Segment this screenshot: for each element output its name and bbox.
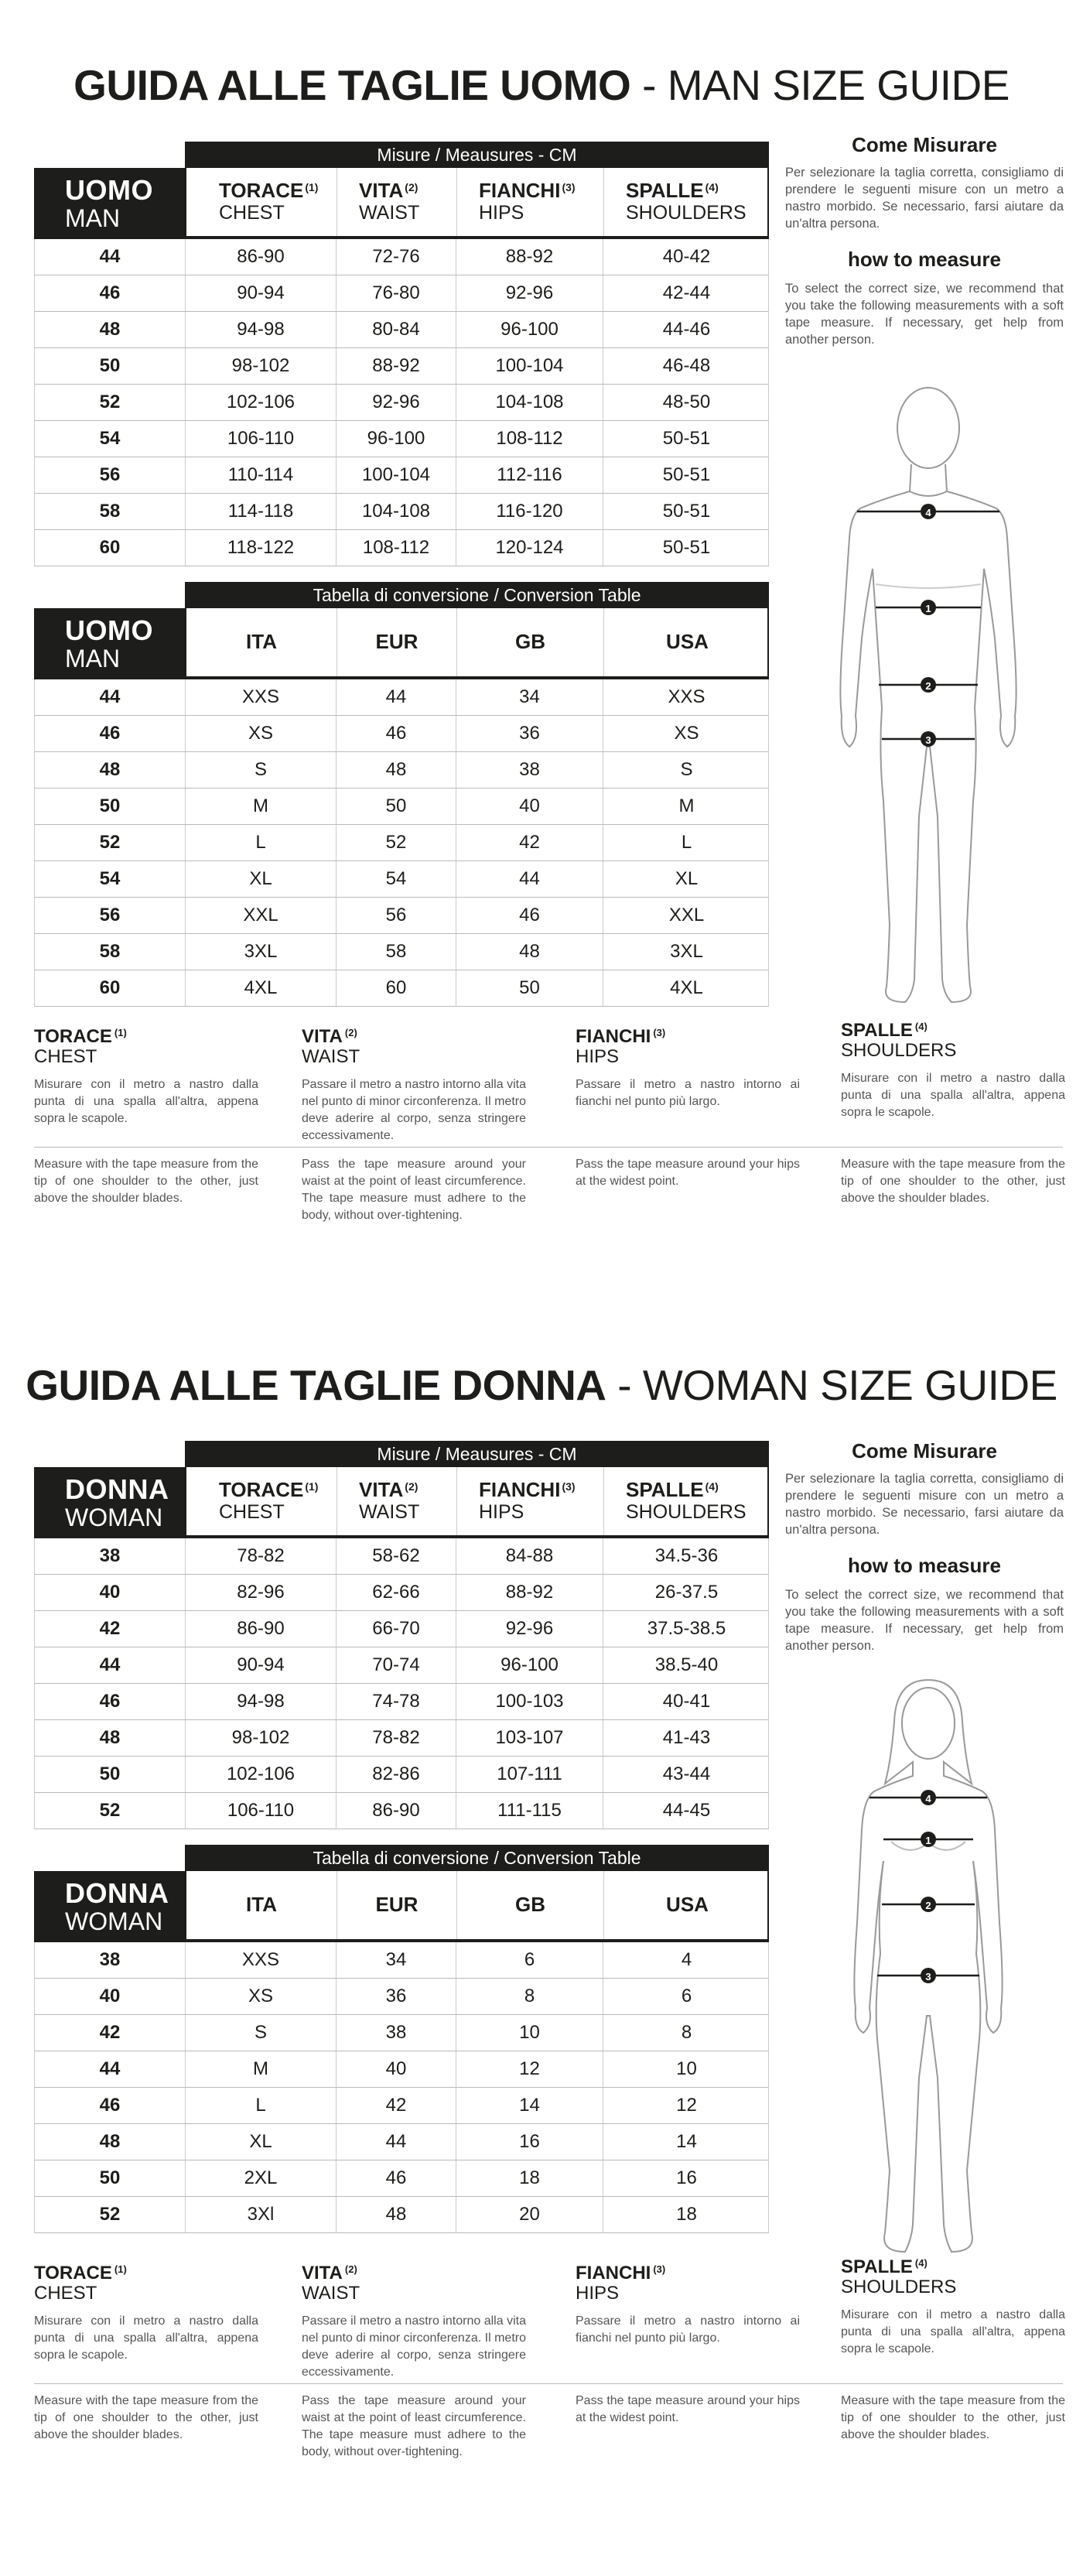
table-cell: 50-51 [662, 537, 711, 558]
notes-divider [34, 2383, 1063, 2384]
table-cell: 38 [35, 1538, 186, 1574]
table-cell: M [186, 789, 337, 824]
table-row [34, 1647, 769, 1684]
table-band: Tabella di conversione / Conversion Table [185, 582, 769, 608]
table-cell: 48-50 [662, 392, 711, 412]
table-cell: 48 [35, 2124, 186, 2160]
table-cell: M [678, 795, 695, 816]
table-cell: 44 [35, 679, 186, 715]
table-cell: XXL [186, 898, 337, 933]
table-row [34, 752, 769, 789]
how-to-measure-heading-it: Come Misurare [852, 133, 997, 156]
table-row [34, 1684, 769, 1720]
table-cell: 42 [337, 2088, 456, 2123]
table-cell: 98-102 [186, 348, 337, 384]
note-waist: VITA $^{(2)}$ WAIST Passare il metro a nastro intorno alla vita nel punto di minor circonferenza. Il metro deve aderire al corpo, senza stringere eccessivamente. Pass the tape measure around your waist at the point of least circumference. The tape measure must adhere to the body, without over-tightening. [302, 1023, 526, 1144]
table-cell: 108-112 [456, 421, 603, 457]
note-text-it: Misurare con il metro a nastro dalla punta di una spalla all'altra, appena sopra le scapole. [34, 1078, 258, 1125]
table-row [34, 861, 769, 898]
table-cell: 72-76 [337, 239, 456, 275]
table-row [34, 1793, 769, 1829]
column-header: EUR [337, 608, 457, 676]
table-cell: 90-94 [186, 275, 337, 311]
table-cell: 46 [337, 2160, 456, 2196]
table-cell: 90-94 [186, 1647, 337, 1683]
table-cell: 40 [337, 2051, 456, 2087]
column-header: TORACE $^{(1)}$ CHEST [186, 168, 337, 236]
table-row [34, 2124, 769, 2160]
table-cell: 44-46 [662, 319, 711, 340]
table-row [34, 530, 769, 566]
column-header: GB [457, 608, 604, 676]
table-row [34, 1611, 769, 1647]
column-header: USA [666, 1893, 709, 1916]
column-header: GB [457, 1871, 604, 1939]
table-row [34, 275, 769, 312]
table-cell: 46 [35, 2088, 186, 2123]
table-cell: 16 [676, 2167, 697, 2188]
table-cell: 8 [456, 1979, 603, 2014]
table-body [34, 1538, 769, 1829]
marker-1: 1 [925, 1835, 931, 1846]
table-cell: 40 [456, 789, 603, 824]
table-cell: 44 [35, 2051, 186, 2087]
how-to-measure-heading-it: Come Misurare [852, 1439, 997, 1462]
table-cell: 52 [35, 1793, 186, 1829]
table-band: Misure / Meausures - CM [185, 142, 769, 168]
table-row [34, 2088, 769, 2124]
table-cell: XL [675, 868, 699, 889]
title-thin: - WOMAN SIZE GUIDE [606, 1361, 1057, 1409]
table-cell: 86-90 [186, 1611, 337, 1647]
male-body-figure [835, 383, 1021, 1010]
table-cell: 58 [35, 934, 186, 970]
note-hips: FIANCHI $^{(3)}$ HIPS Passare il metro a nastro intorno ai fianchi nel punto più largo. Pass the tape measure around your hips at the widest point. [576, 1023, 800, 1110]
table-row [34, 457, 769, 494]
column-header: VITA $^{(2)}$ WAIST [337, 168, 457, 236]
table-cell: 34 [456, 679, 603, 715]
table-cell: 42 [35, 1611, 186, 1647]
table-band: Tabella di conversione / Conversion Table [185, 1845, 769, 1871]
table-cell: 42 [35, 2015, 186, 2051]
table-cell: 4XL [186, 970, 337, 1006]
table-row [34, 1720, 769, 1757]
note-shoulders: SPALLE $^{(4)}$ SHOULDERS Misurare con il metro a nastro dalla punta di una spalla all'altra, appena sopra le scapole. Measure with the tape measure from the tip of one shoulder to the other, just above the shoulder blades. [841, 1017, 1065, 1121]
title-bold: GUIDA ALLE TAGLIE DONNA [26, 1361, 606, 1409]
table-cell: 112-116 [456, 457, 603, 493]
notes-divider [34, 1147, 1063, 1148]
table-cell: 38 [456, 752, 603, 788]
table-header [185, 168, 769, 238]
table-cell: 46 [35, 716, 186, 751]
table-body [34, 239, 769, 566]
table-row [34, 716, 769, 752]
table-cell: 10 [456, 2015, 603, 2051]
table-cell: 96-100 [337, 421, 456, 457]
how-to-measure-text-en: To select the correct size, we recommend that you take the following measurements with a soft tape measure. If necessary, get help from another person. [785, 282, 1064, 347]
marker-4: 4 [925, 1793, 931, 1805]
table-cell: 56 [337, 898, 456, 933]
table-cell: S [186, 752, 337, 788]
table-cell: 46 [35, 275, 186, 311]
column-header: USA [666, 630, 709, 653]
table-row [34, 789, 769, 825]
table-cell: M [186, 2051, 337, 2087]
table-cell: XXL [668, 905, 705, 925]
note-text-en: Pass the tape measure around your waist at the point of least circumference. The tape measure must adhere to the body, without over-tightening. [302, 2394, 526, 2458]
marker-2: 2 [925, 1900, 931, 1911]
table-row [34, 385, 769, 421]
table-cell: 48 [35, 1720, 186, 1756]
table-cell: 34.5-36 [654, 1545, 719, 1566]
table-cell: 2XL [186, 2160, 337, 2196]
table-cell: S [186, 2015, 337, 2051]
table-cell: 52 [337, 825, 456, 860]
table-cell: 116-120 [456, 494, 603, 529]
page-title [0, 58, 1083, 112]
table-cell: 82-96 [186, 1575, 337, 1610]
table-cell: 54 [35, 861, 186, 897]
table-row [34, 312, 769, 348]
table-cell: 70-74 [337, 1647, 456, 1683]
table-cell: 86-90 [337, 1793, 456, 1829]
table-cell: 100-104 [456, 348, 603, 384]
table-cell: 14 [456, 2088, 603, 2123]
table-cell: 78-82 [186, 1538, 337, 1574]
table-body [34, 679, 769, 1007]
table-cell: 104-108 [456, 385, 603, 420]
table-row [34, 2051, 769, 2088]
table-row [34, 1942, 769, 1979]
table-row [34, 1575, 769, 1611]
table-cell: 103-107 [456, 1720, 603, 1756]
table-row [34, 494, 769, 530]
table-cell: 41-43 [662, 1727, 711, 1748]
table-cell: 44 [35, 239, 186, 275]
note-text-it: Passare il metro a nastro intorno ai fianchi nel punto più largo. [576, 1078, 800, 1108]
table-cell: 6 [681, 1986, 692, 2006]
note-chest: TORACE $^{(1)}$ CHEST Misurare con il metro a nastro dalla punta di una spalla all'altra, appena sopra le scapole. Measure with the tape measure from the tip of one shoulder to the other, just above the shoulder blades. [34, 1023, 258, 1127]
table-cell: 118-122 [186, 530, 337, 566]
table-cell: 84-88 [456, 1538, 603, 1574]
table-cell: XL [186, 2124, 337, 2160]
table-cell: 110-114 [186, 457, 337, 493]
column-header: ITA [186, 1871, 337, 1939]
table-cell: 38.5-40 [654, 1654, 719, 1675]
note-text-it: Passare il metro a nastro intorno alla vita nel punto di minor circonferenza. Il metro deve aderire al corpo, senza stringere eccessivamente. [302, 2314, 526, 2379]
table-cell: 50 [456, 970, 603, 1006]
table-cell: 42 [456, 825, 603, 860]
table-cell: 40 [35, 1575, 186, 1610]
table-cell: 58-62 [337, 1538, 456, 1574]
table-cell: 88-92 [456, 239, 603, 275]
table-cell: 100-103 [456, 1684, 603, 1719]
table-brand: DONNA WOMAN [34, 1871, 185, 1941]
table-cell: 104-108 [337, 494, 456, 529]
table-brand: UOMO MAN [34, 168, 185, 238]
table-cell: 102-106 [186, 1757, 337, 1792]
table-cell: 50-51 [662, 501, 711, 522]
marker-2: 2 [925, 680, 931, 692]
table-cell: 3XL [670, 941, 703, 962]
table-cell: 12 [676, 2095, 697, 2116]
note-text-en: Pass the tape measure around your hips at the widest point. [576, 2394, 800, 2424]
table-cell: 8 [681, 2022, 692, 2043]
table-cell: 48 [337, 752, 456, 788]
table-cell: 107-111 [456, 1757, 603, 1792]
note-text-it: Passare il metro a nastro intorno ai fianchi nel punto più largo. [576, 2314, 800, 2345]
table-cell: XS [186, 716, 337, 751]
female-body-figure [835, 1675, 1021, 2263]
table-cell: 34 [337, 1942, 456, 1978]
how-to-measure-text-it: Per selezionare la taglia corretta, consigliamo di prendere le seguenti misure con un metro a nastro morbido. Se necessario, farsi aiutare da un'altra persona. [785, 1472, 1064, 1537]
table-cell: 120-124 [456, 530, 603, 566]
table-cell: 4 [681, 1949, 692, 1970]
table-cell: 60 [35, 970, 186, 1006]
table-cell: 40-42 [662, 246, 711, 267]
table-cell: 52 [35, 2197, 186, 2232]
note-text-it: Misurare con il metro a nastro dalla punta di una spalla all'altra, appena sopra le scapole. [841, 1072, 1065, 1119]
table-cell: 48 [35, 312, 186, 347]
table-cell: 86-90 [186, 239, 337, 275]
table-cell: 56 [35, 457, 186, 493]
marker-3: 3 [925, 734, 931, 746]
note-text-en: Measure with the tape measure from the tip of one shoulder to the other, just above the shoulder blades. [34, 2394, 258, 2441]
how-to-measure-panel [785, 1438, 1064, 1654]
note-chest: TORACE $^{(1)}$ CHEST Misurare con il metro a nastro dalla punta di una spalla all'altra, appena sopra le scapole. Measure with the tape measure from the tip of one shoulder to the other, just above the shoulder blades. [34, 2260, 258, 2364]
table-cell: S [680, 759, 693, 780]
note-shoulders: SPALLE $^{(4)}$ SHOULDERS Misurare con il metro a nastro dalla punta di una spalla all'altra, appena sopra le scapole. Measure with the tape measure from the tip of one shoulder to the other, just above the shoulder blades. [841, 2253, 1065, 2358]
table-cell: 50 [35, 1757, 186, 1792]
table-cell: 74-78 [337, 1684, 456, 1719]
table-row [34, 679, 769, 716]
note-text-en: Pass the tape measure around your hips at the widest point. [576, 1158, 800, 1188]
table-cell: 106-110 [186, 1793, 337, 1829]
table-cell: 52 [35, 825, 186, 860]
note-text-it: Misurare con il metro a nastro dalla punta di una spalla all'altra, appena sopra le scapole. [841, 2308, 1065, 2355]
table-cell: 48 [456, 934, 603, 970]
table-cell: 100-104 [337, 457, 456, 493]
note-text-it: Misurare con il metro a nastro dalla punta di una spalla all'altra, appena sopra le scapole. [34, 2314, 258, 2362]
table-cell: 52 [35, 385, 186, 420]
measure-markers [921, 1790, 936, 1983]
how-to-measure-panel [785, 132, 1064, 348]
table-cell: 98-102 [186, 1720, 337, 1756]
table-cell: 26-37.5 [654, 1582, 719, 1603]
table-row [34, 348, 769, 385]
table-row [34, 1979, 769, 2015]
table-cell: 48 [35, 752, 186, 788]
table-cell: 44 [35, 1647, 186, 1683]
table-cell: 58 [337, 934, 456, 970]
table-header [185, 608, 769, 678]
table-header [185, 1467, 769, 1537]
table-cell: 43-44 [662, 1764, 711, 1784]
table-row [34, 239, 769, 275]
table-cell: 3XL [186, 934, 337, 970]
how-to-measure-heading-en: how to measure [848, 1554, 1001, 1577]
table-cell: 92-96 [337, 385, 456, 420]
note-hips: FIANCHI $^{(3)}$ HIPS Passare il metro a nastro intorno ai fianchi nel punto più largo. Pass the tape measure around your hips at the widest point. [576, 2260, 800, 2347]
column-header: FIANCHI $^{(3)}$ HIPS [457, 1467, 604, 1535]
table-cell: 20 [456, 2197, 603, 2232]
table-cell: XXS [668, 686, 705, 707]
marker-1: 1 [925, 603, 931, 614]
table-cell: 60 [337, 970, 456, 1006]
marker-4: 4 [925, 507, 931, 518]
column-header: ITA [186, 608, 337, 676]
table-row [34, 934, 769, 970]
table-cell: 38 [35, 1942, 186, 1978]
table-cell: 50-51 [662, 428, 711, 449]
table-cell: 50-51 [662, 464, 711, 485]
table-cell: 78-82 [337, 1720, 456, 1756]
column-header: FIANCHI $^{(3)}$ HIPS [457, 168, 604, 236]
table-cell: 46 [35, 1684, 186, 1719]
table-cell: 62-66 [337, 1575, 456, 1610]
table-cell: L [186, 825, 337, 860]
table-cell: 36 [337, 1979, 456, 2014]
table-cell: 88-92 [337, 348, 456, 384]
table-cell: 46-48 [662, 355, 711, 376]
table-cell: 92-96 [456, 275, 603, 311]
table-row [34, 2160, 769, 2197]
table-cell: 76-80 [337, 275, 456, 311]
note-text-en: Measure with the tape measure from the tip of one shoulder to the other, just above the shoulder blades. [841, 2394, 1065, 2441]
table-cell: 4XL [670, 977, 703, 998]
table-band: Misure / Meausures - CM [185, 1441, 769, 1467]
table-brand: UOMO MAN [34, 608, 185, 678]
table-row [34, 2197, 769, 2233]
table-cell: 58 [35, 494, 186, 529]
table-cell: 54 [35, 421, 186, 457]
column-header: VITA $^{(2)}$ WAIST [337, 1467, 457, 1535]
table-cell: 10 [676, 2058, 697, 2079]
table-cell: XL [186, 861, 337, 897]
table-cell: 54 [337, 861, 456, 897]
note-text-en: Measure with the tape measure from the tip of one shoulder to the other, just above the shoulder blades. [841, 1158, 1065, 1205]
table-header [185, 1871, 769, 1941]
how-to-measure-text-it: Per selezionare la taglia corretta, consigliamo di prendere le seguenti misure con un metro a nastro morbido. Se necessario, farsi aiutare da un'altra persona. [785, 166, 1064, 231]
table-row [34, 2015, 769, 2051]
title-thin: - MAN SIZE GUIDE [630, 61, 1010, 109]
table-cell: XXS [186, 1942, 337, 1978]
table-cell: 42-44 [662, 282, 711, 303]
table-cell: 50 [337, 789, 456, 824]
table-cell: 82-86 [337, 1757, 456, 1792]
table-cell: 37.5-38.5 [647, 1618, 726, 1639]
table-body [34, 1942, 769, 2233]
table-cell: XXS [186, 679, 337, 715]
table-row [34, 898, 769, 934]
table-cell: XS [186, 1979, 337, 2014]
table-cell: 38 [337, 2015, 456, 2051]
table-cell: 14 [676, 2131, 697, 2152]
table-cell: 16 [456, 2124, 603, 2160]
column-header: EUR [337, 1871, 457, 1939]
table-row [34, 1757, 769, 1793]
table-cell: 40 [35, 1979, 186, 2014]
table-cell: 102-106 [186, 385, 337, 420]
table-cell: 66-70 [337, 1611, 456, 1647]
note-waist: VITA $^{(2)}$ WAIST Passare il metro a nastro intorno alla vita nel punto di minor circonferenza. Il metro deve aderire al corpo, senza stringere eccessivamente. Pass the tape measure around your waist at the point of least circumference. The tape measure must adhere to the body, without over-tightening. [302, 2260, 526, 2381]
measure-markers [921, 504, 936, 747]
table-brand: DONNA WOMAN [34, 1467, 185, 1537]
table-cell: 36 [456, 716, 603, 751]
table-cell: 46 [337, 716, 456, 751]
how-to-measure-text-en: To select the correct size, we recommend that you take the following measurements with a soft tape measure. If necessary, get help from another person. [785, 1588, 1064, 1653]
table-cell: 6 [456, 1942, 603, 1978]
table-cell: 108-112 [337, 530, 456, 566]
note-text-en: Measure with the tape measure from the tip of one shoulder to the other, just above the shoulder blades. [34, 1158, 258, 1205]
table-cell: 56 [35, 898, 186, 933]
table-cell: 96-100 [456, 1647, 603, 1683]
table-cell: 40-41 [662, 1691, 711, 1712]
table-row [34, 825, 769, 861]
table-cell: 18 [456, 2160, 603, 2196]
table-cell: L [186, 2088, 337, 2123]
note-text-it: Passare il metro a nastro intorno alla vita nel punto di minor circonferenza. Il metro deve aderire al corpo, senza stringere eccessivamente. [302, 1078, 526, 1142]
table-cell: 18 [676, 2204, 697, 2225]
how-to-measure-heading-en: how to measure [848, 248, 1001, 271]
table-row [34, 1538, 769, 1575]
table-cell: 46 [456, 898, 603, 933]
marker-3: 3 [925, 1971, 931, 1982]
table-cell: 3Xl [186, 2197, 337, 2232]
table-cell: 48 [337, 2197, 456, 2232]
table-cell: 88-92 [456, 1575, 603, 1610]
table-cell: 111-115 [456, 1793, 603, 1829]
column-header: SPALLE $^{(4)}$ SHOULDERS [626, 1478, 746, 1523]
table-cell: 94-98 [186, 312, 337, 347]
table-cell: L [681, 832, 692, 853]
column-header: SPALLE $^{(4)}$ SHOULDERS [626, 179, 746, 224]
table-cell: 50 [35, 789, 186, 824]
table-cell: 50 [35, 348, 186, 384]
table-cell: 12 [456, 2051, 603, 2087]
table-row [34, 421, 769, 457]
title-bold: GUIDA ALLE TAGLIE UOMO [73, 61, 631, 109]
table-cell: 92-96 [456, 1611, 603, 1647]
table-cell: 44 [337, 679, 456, 715]
table-cell: 50 [35, 2160, 186, 2196]
column-header: TORACE $^{(1)}$ CHEST [186, 1467, 337, 1535]
table-row [34, 970, 769, 1007]
page-title [0, 1358, 1083, 1412]
table-cell: 106-110 [186, 421, 337, 457]
table-cell: XS [674, 723, 699, 744]
table-cell: 44-45 [662, 1800, 711, 1821]
table-cell: 44 [337, 2124, 456, 2160]
table-cell: 60 [35, 530, 186, 566]
note-text-en: Pass the tape measure around your waist at the point of least circumference. The tape measure must adhere to the body, without over-tightening. [302, 1158, 526, 1222]
table-cell: 96-100 [456, 312, 603, 347]
table-cell: 94-98 [186, 1684, 337, 1719]
table-cell: 44 [456, 861, 603, 897]
table-cell: 80-84 [337, 312, 456, 347]
table-cell: 114-118 [186, 494, 337, 529]
